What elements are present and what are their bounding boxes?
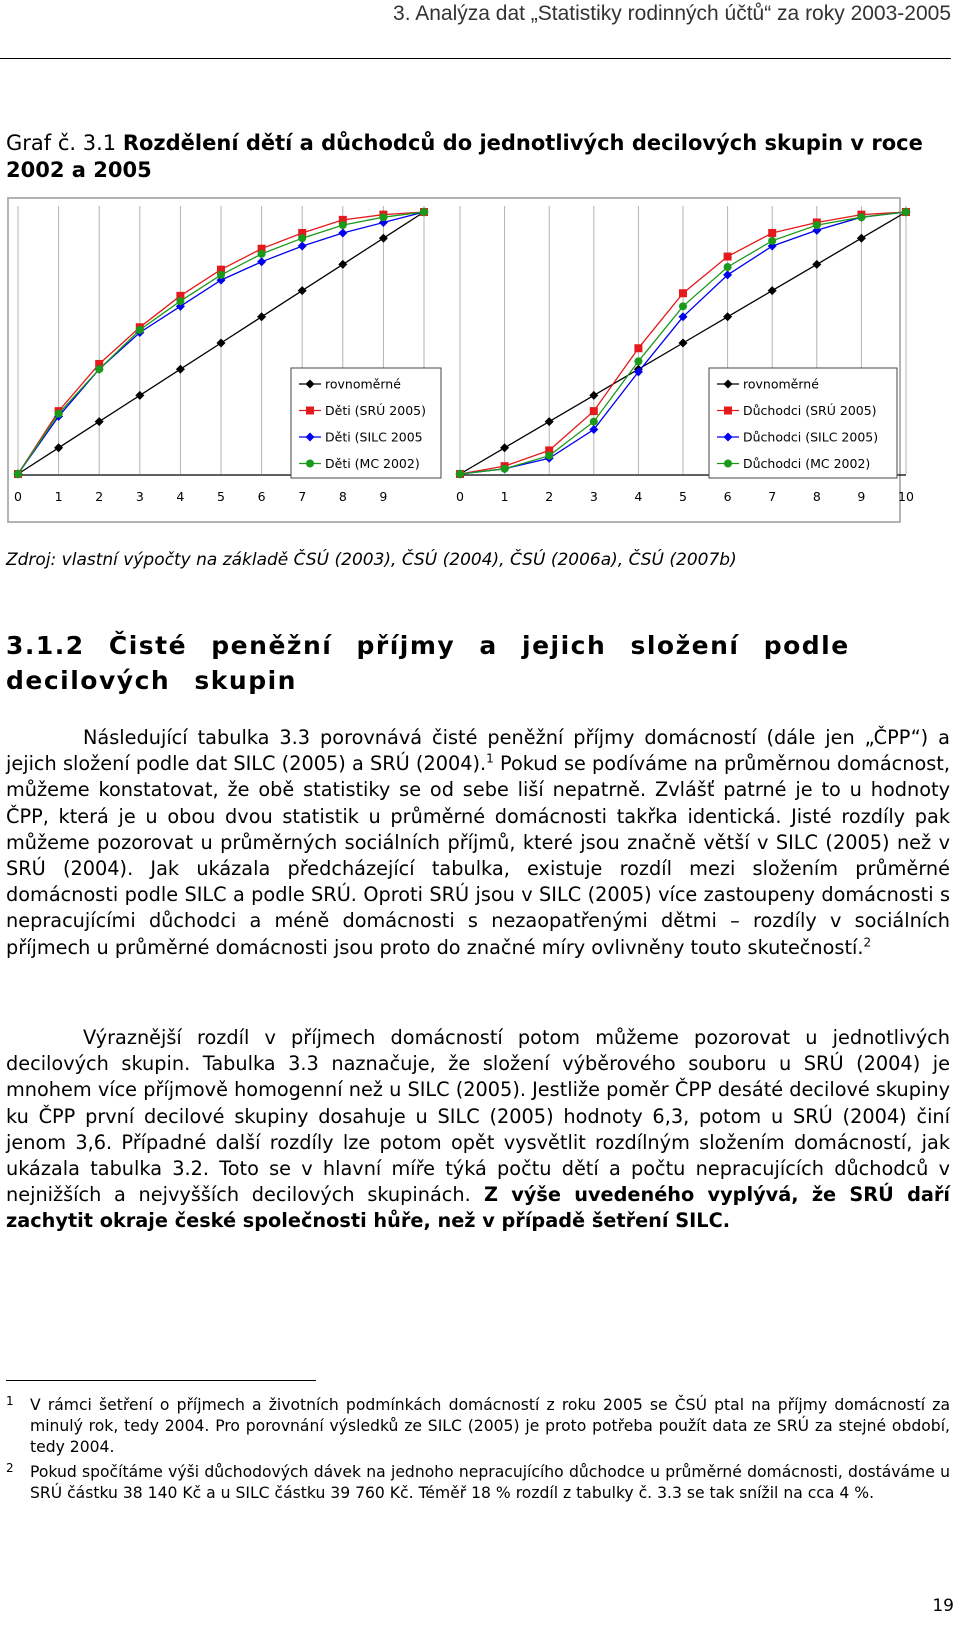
point-duchodci-mc-2002 — [768, 237, 776, 245]
x-tick-label: 9 — [857, 489, 866, 504]
section-heading: 3.1.2 Čisté peněžní příjmy a jejich složení podle decilových skupin — [6, 631, 850, 695]
x-tick-label: 6 — [723, 489, 732, 504]
legend-label-deti-mc-2002: Děti (MC 2002) — [325, 456, 420, 471]
point-duchodci-mc-2002 — [857, 213, 865, 221]
legend-label-rovnomerne: rovnoměrné — [325, 376, 401, 392]
x-tick-label: 3 — [135, 489, 144, 504]
point-deti-mc-2002 — [339, 221, 347, 229]
point-deti-mc-2002 — [258, 250, 266, 258]
x-tick-label: 1 — [500, 489, 509, 504]
point-deti-mc-2002 — [420, 208, 428, 216]
x-tick-label: 9 — [379, 489, 388, 504]
legend-label-deti-silc-2005: Děti (SILC 2005 — [325, 429, 423, 445]
x-tick-label: 5 — [679, 489, 687, 504]
point-deti-mc-2002 — [136, 326, 144, 334]
x-tick-label: 2 — [95, 489, 104, 504]
footnote-1 — [6, 1395, 950, 1458]
x-tick-label: 4 — [634, 489, 643, 504]
point-deti-mc-2002 — [176, 297, 184, 305]
point-deti-mc-2002 — [95, 365, 103, 373]
legend-label-duchodci-silc-2005: Důchodci (SILC 2005) — [743, 429, 879, 445]
x-tick-label: 2 — [545, 489, 554, 504]
legend-label-deti-sru-2005: Děti (SRÚ 2005) — [325, 403, 426, 418]
running-header: 3. Analýza dat „Statistiky rodinných účtů“ za roky 2003-2005 — [393, 2, 951, 25]
point-duchodci-sru-2005 — [590, 407, 598, 415]
footnote-ref-1[interactable]: 1 — [486, 751, 494, 766]
point-duchodci-mc-2002 — [634, 357, 642, 365]
figure-source: Zdroj: vlastní výpočty na základě ČSÚ (2003), ČSÚ (2004), ČSÚ (2006a), ČSÚ (2007b) — [6, 550, 737, 570]
legend-marker-duchodci-mc-2002 — [724, 460, 732, 468]
x-tick-label: 7 — [768, 489, 777, 504]
footnote-text: Pokud spočítáme výši důchodových dávek na jednoho nepracujícího důchodce u průměrné domácnosti, dostáváme u SRÚ částku 38 140 Kč a u SILC částku 39 760 Kč. Téměř 18 % rozdíl z tabulky č. 3.3 se tak snížil na cca 4 %. — [30, 1463, 950, 1502]
x-tick-label: 8 — [338, 489, 347, 504]
point-deti-mc-2002 — [217, 271, 225, 279]
paragraph-2-text: Výraznější rozdíl v příjmech domácností potom můžeme pozorovat u jednotlivých decilových skupin. Tabulka 3.3 naznačuje, že složení výběrového souboru u SRÚ (2004) je mnohem více příjmově homogenní než u SILC (2005). Jestliže poměr ČPP desáté decilové skupiny ku ČPP první decilové skupiny dosahuje u SILC (2005) hodnoty 6,3, potom u SRÚ (2004) činí jenom 3,6. Případné další rozdíly lze potom opět vysvětlit rozdílným složením domácností, jak ukázala tabulka 3.2. Toto se v hlavní míře týká počtu dětí a počtu nepracujících důchodců v nejnižších a nejvyšších decilových skupinách. — [6, 1026, 950, 1207]
x-tick-label: 7 — [298, 489, 307, 504]
legend-marker-duchodci-sru-2005 — [724, 407, 732, 415]
point-duchodci-mc-2002 — [902, 208, 910, 216]
legend-label-duchodci-mc-2002: Důchodci (MC 2002) — [743, 456, 871, 471]
paragraph-1 — [6, 725, 950, 961]
x-tick-label: 10 — [898, 489, 914, 504]
page-number: 19 — [932, 1596, 954, 1616]
point-deti-mc-2002 — [55, 410, 63, 418]
footnote-text: V rámci šetření o příjmech a životních podmínkách domácností z roku 2005 se ČSÚ ptal na příjmy domácností za minulý rok, tedy 2004. Pro porovnání výsledků ze SILC (2005) je proto potřeba použít data ze SRÚ za stejné období, tedy 2004. — [30, 1396, 950, 1456]
x-tick-label: 0 — [456, 489, 464, 504]
point-duchodci-mc-2002 — [545, 452, 553, 460]
x-tick-label: 0 — [14, 489, 22, 504]
legend-label-rovnomerne: rovnoměrné — [743, 376, 819, 392]
figure-number: Graf č. 3.1 — [6, 131, 117, 155]
decile-charts-figure — [8, 198, 914, 522]
point-duchodci-sru-2005 — [679, 289, 687, 297]
footnote-number: 2 — [6, 1461, 14, 1475]
paragraph-2 — [6, 1025, 950, 1235]
footnote-ref-2[interactable]: 2 — [863, 935, 872, 950]
footnote-2 — [6, 1462, 950, 1504]
point-duchodci-mc-2002 — [679, 302, 687, 310]
point-duchodci-mc-2002 — [724, 263, 732, 271]
footnote-separator — [6, 1380, 316, 1381]
point-duchodci-mc-2002 — [813, 221, 821, 229]
point-duchodci-mc-2002 — [590, 418, 598, 426]
point-duchodci-sru-2005 — [724, 253, 732, 261]
legend-marker-deti-mc-2002 — [306, 460, 314, 468]
paragraph-1-text-a: Následující tabulka 3.3 porovnává čisté peněžní příjmy domácností (dále jen „ČPP“) a jejich složení podle dat SILC (2005) a SRÚ (2004). — [6, 726, 950, 776]
point-duchodci-sru-2005 — [768, 229, 776, 237]
x-tick-label: 6 — [257, 489, 266, 504]
point-duchodci-sru-2005 — [634, 344, 642, 352]
x-tick-label: 5 — [217, 489, 225, 504]
point-duchodci-mc-2002 — [501, 465, 509, 473]
paragraph-1-text-b: Pokud se podíváme na průměrnou domácnost, můžeme konstatovat, že obě statistiky se od sebe liší nepatrně. Zvlášť patrné je to u hodnoty ČPP, která je u obou dvou statistik u průměrné domácnosti takřka identická. Jisté rozdíly pak můžeme pozorovat u průměrných sociálních příjmů, které jsou značně větší v SILC (2005) než v SRÚ (2004). Jak ukázala předcházející tabulka, existuje rozdíl mezi složením průměrné domácnosti podle SILC a podle SRÚ. Oproti SRÚ jsou v SILC (2005) více zastoupeny domácnosti s nepracujícími důchodci a méně domácnosti s nezaopatřenými dětmi – rozdíly v sociálních příjmech u průměrné domácnosti jsou proto do značné míry ovlivněny touto skutečností. — [6, 752, 950, 959]
x-tick-label: 4 — [176, 489, 185, 504]
legend-marker-deti-sru-2005 — [306, 407, 314, 415]
x-tick-label: 8 — [812, 489, 821, 504]
point-deti-mc-2002 — [14, 470, 22, 478]
point-deti-mc-2002 — [298, 234, 306, 242]
x-tick-label: 3 — [589, 489, 598, 504]
paragraph-2-conclusion: Z výše uvedeného vyplývá, že SRÚ daří zachytit okraje české společnosti hůře, než v případě šetření SILC. — [6, 1183, 950, 1233]
point-duchodci-mc-2002 — [456, 470, 464, 478]
page-header — [0, 0, 951, 59]
figure-title: Rozdělení dětí a důchodců do jednotlivých decilových skupin v roce 2002 a 2005 — [6, 131, 923, 182]
figure-caption — [6, 130, 946, 184]
footnote-number: 1 — [6, 1394, 14, 1408]
legend-label-duchodci-sru-2005: Důchodci (SRÚ 2005) — [743, 403, 877, 418]
point-deti-mc-2002 — [379, 213, 387, 221]
x-tick-label: 1 — [54, 489, 63, 504]
